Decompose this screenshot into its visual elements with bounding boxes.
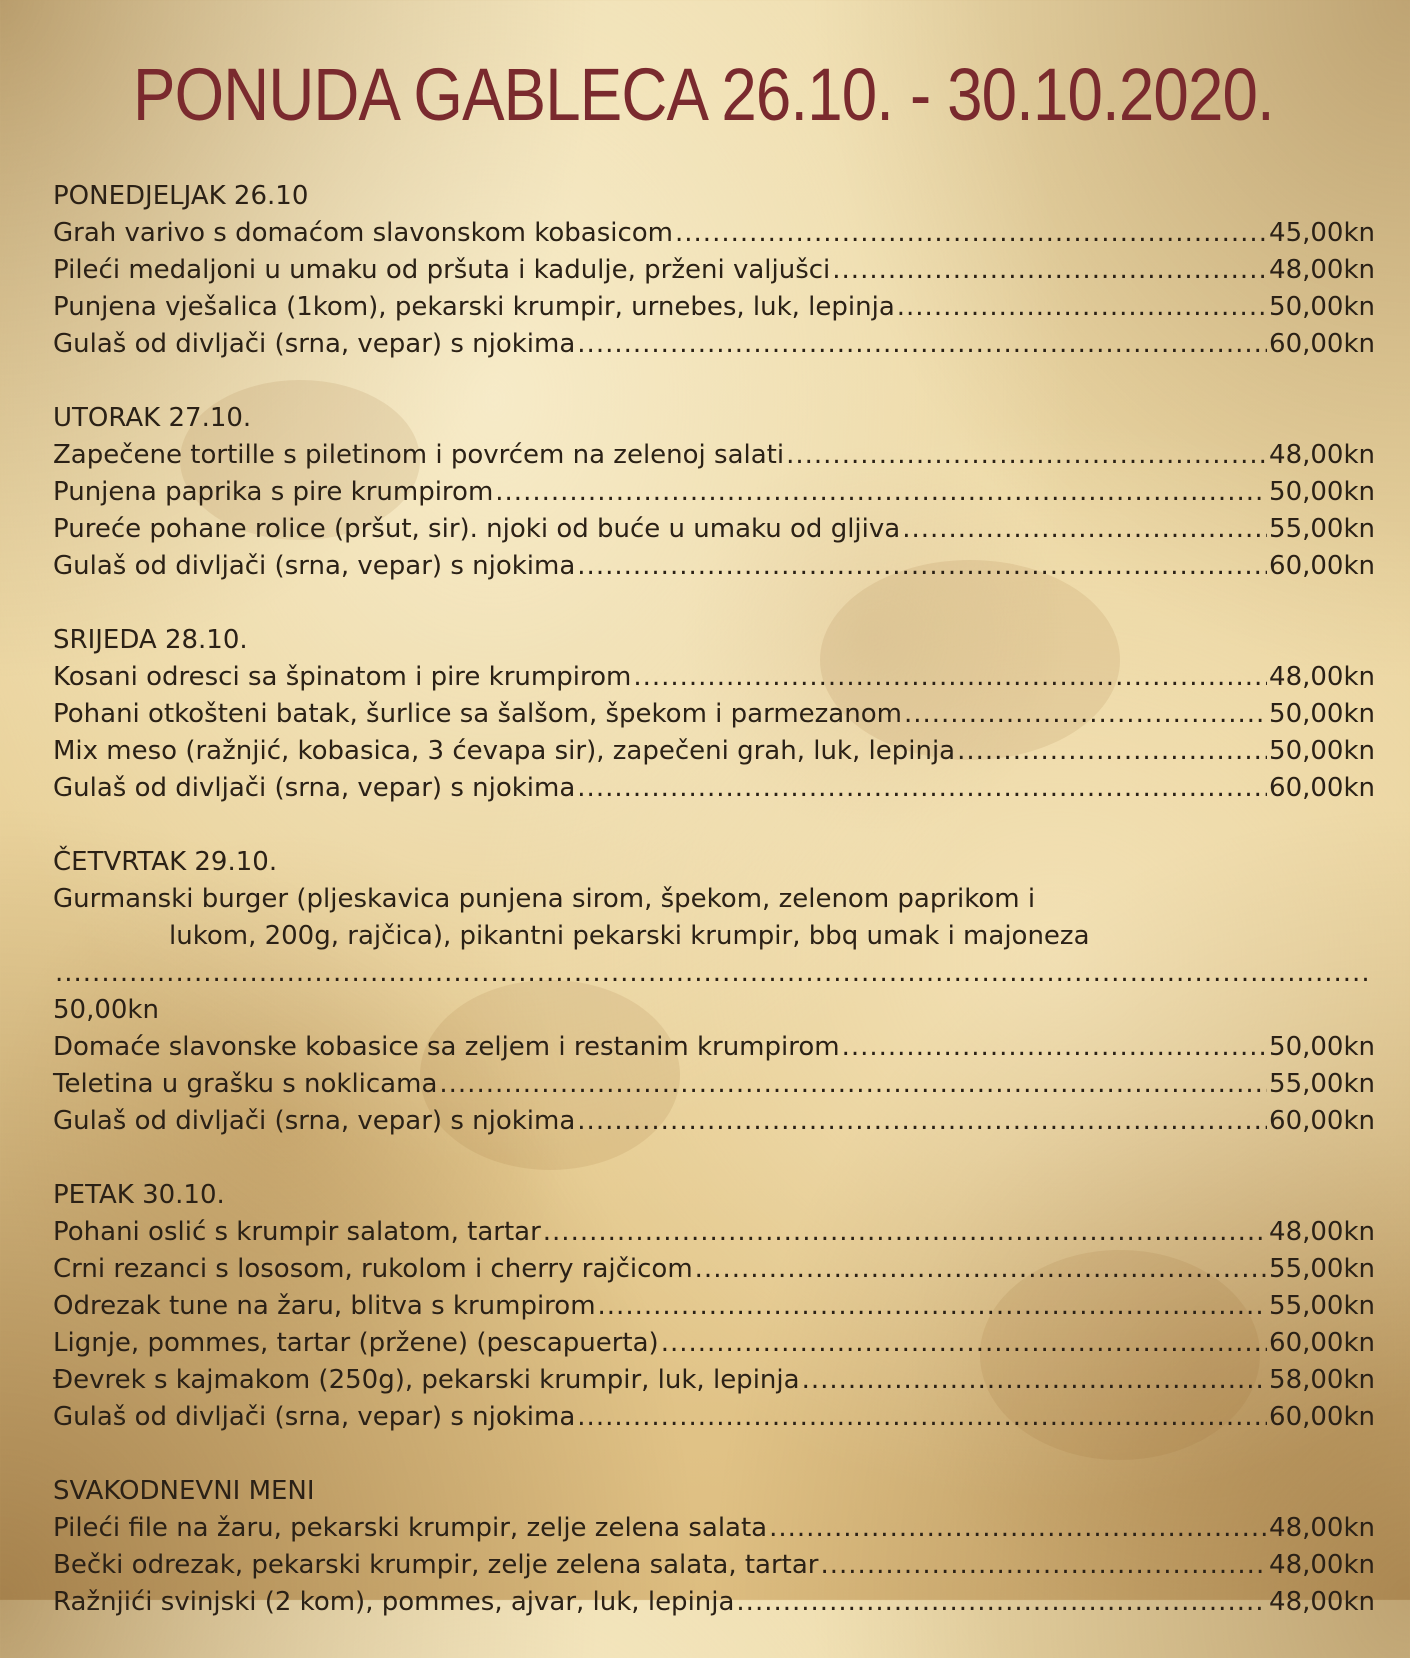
dish-price: 50,00kn <box>1269 699 1375 729</box>
menu-item <box>53 289 1375 326</box>
menu-item <box>53 215 1375 252</box>
dish-name: Đevrek s kajmakom (250g), pekarski krumpir, luk, lepinja <box>53 1365 800 1395</box>
section-heading: SVAKODNEVNI MENI <box>53 1476 315 1506</box>
dish-price: 48,00kn <box>1269 662 1375 692</box>
section-heading: ČETVRTAK 29.10. <box>53 847 278 877</box>
dish-price: 60,00kn <box>1269 773 1375 803</box>
menu-item <box>53 696 1375 733</box>
day-section-tuesday <box>53 400 1375 585</box>
dot-leader <box>769 1510 1267 1547</box>
dish-price: 48,00kn <box>1269 1217 1375 1247</box>
day-section-friday <box>53 1177 1375 1436</box>
dish-price: 60,00kn <box>1269 329 1375 359</box>
dot-leader <box>543 1214 1267 1251</box>
menu-item <box>53 1584 1375 1621</box>
dot-leader <box>802 1362 1267 1399</box>
dish-name: Gulaš od divljači (srna, vepar) s njokima <box>53 773 576 803</box>
dot-leader <box>577 548 1267 585</box>
dish-price: 48,00kn <box>1269 440 1375 470</box>
page-title: PONUDA GABLECA 26.10. - 30.10.2020. <box>133 53 1274 136</box>
menu-item <box>53 548 1375 585</box>
dish-name: Bečki odrezak, pekarski krumpir, zelje zelena salata, tartar <box>53 1550 819 1580</box>
menu-item <box>53 326 1375 363</box>
dish-name: Ražnjići svinjski (2 kom), pommes, ajvar, luk, lepinja <box>53 1587 735 1617</box>
dish-name-line1: Gurmanski burger (pljeskavica punjena sirom, špekom, zelenom paprikom i <box>53 884 1036 914</box>
section-heading: SRIJEDA 28.10. <box>53 625 248 655</box>
menu-list <box>53 178 1375 1658</box>
menu-item <box>53 437 1375 474</box>
menu-item <box>53 1251 1375 1288</box>
dish-name: Pileći file na žaru, pekarski krumpir, zelje zelena salata <box>53 1513 768 1543</box>
menu-item <box>53 1029 1375 1066</box>
dish-price: 50,00kn <box>53 995 159 1025</box>
menu-item <box>53 659 1375 696</box>
menu-item <box>53 1214 1375 1251</box>
dish-price: 55,00kn <box>1269 1254 1375 1284</box>
dish-name: Punjena paprika s pire krumpirom <box>53 477 494 507</box>
menu-item <box>53 770 1375 807</box>
dot-leader <box>598 1288 1268 1325</box>
dot-leader <box>842 1029 1267 1066</box>
dish-price: 55,00kn <box>1269 1291 1375 1321</box>
menu-item <box>53 1325 1375 1362</box>
dot-leader <box>55 955 1373 992</box>
dot-leader <box>661 1325 1267 1362</box>
dish-name: Pileći medaljoni u umaku od pršuta i kadulje, prženi valjušci <box>53 255 831 285</box>
menu-item <box>53 1510 1375 1547</box>
menu-item <box>53 1066 1375 1103</box>
dish-name-line2: lukom, 200g, rajčica), pikantni pekarski krumpir, bbq umak i majoneza <box>169 921 1090 951</box>
dish-price: 60,00kn <box>1269 551 1375 581</box>
dish-price: 50,00kn <box>1269 736 1375 766</box>
section-heading: UTORAK 27.10. <box>53 403 252 433</box>
menu-item <box>53 474 1375 511</box>
day-section-thursday <box>53 844 1375 1140</box>
dish-price: 50,00kn <box>1269 292 1375 322</box>
section-heading: PONEDJELJAK 26.10 <box>53 181 309 211</box>
dish-name: Odrezak tune na žaru, blitva s krumpirom <box>53 1291 596 1321</box>
day-section-wednesday <box>53 622 1375 807</box>
dish-price: 58,00kn <box>1269 1365 1375 1395</box>
dot-leader <box>832 252 1267 289</box>
dish-name: Gulaš od divljači (srna, vepar) s njokima <box>53 329 576 359</box>
dish-price: 48,00kn <box>1269 1587 1375 1617</box>
menu-item <box>53 1288 1375 1325</box>
dot-leader <box>675 215 1267 252</box>
dish-name: Lignje, pommes, tartar (pržene) (pescapuerta) <box>53 1328 659 1358</box>
dot-leader <box>577 1399 1267 1436</box>
dish-name: Pohani otkošteni batak, šurlice sa šalšom, špekom i parmezanom <box>53 699 902 729</box>
menu-item <box>53 1399 1375 1436</box>
section-heading: PETAK 30.10. <box>53 1180 225 1210</box>
dot-leader <box>902 511 1267 548</box>
dish-price: 50,00kn <box>1269 1032 1375 1062</box>
dish-price: 60,00kn <box>1269 1328 1375 1358</box>
dot-leader <box>786 437 1267 474</box>
dish-price: 48,00kn <box>1269 1513 1375 1543</box>
dish-name: Kosani odresci sa špinatom i pire krumpirom <box>53 662 632 692</box>
dish-price: 48,00kn <box>1269 255 1375 285</box>
dish-price: 55,00kn <box>1269 514 1375 544</box>
menu-item <box>53 1547 1375 1584</box>
dot-leader <box>904 696 1267 733</box>
menu-item-multiline <box>53 881 1375 1029</box>
dish-name: Pureće pohane rolice (pršut, sir). njoki od buće u umaku od gljiva <box>53 514 901 544</box>
dish-name: Punjena vješalica (1kom), pekarski krumpir, urnebes, luk, lepinja <box>53 292 895 322</box>
dish-name: Grah varivo s domaćom slavonskom kobasicom <box>53 218 674 248</box>
dot-leader <box>577 1103 1267 1140</box>
dot-leader <box>577 326 1267 363</box>
dish-name: Gulaš od divljači (srna, vepar) s njokima <box>53 1402 576 1432</box>
dot-leader <box>495 474 1267 511</box>
dish-name: Crni rezanci s lososom, rukolom i cherry rajčicom <box>53 1254 693 1284</box>
day-section-monday <box>53 178 1375 363</box>
dish-price: 45,00kn <box>1269 218 1375 248</box>
dot-leader <box>897 289 1267 326</box>
dish-price: 48,00kn <box>1269 1550 1375 1580</box>
dot-leader <box>736 1584 1267 1621</box>
menu-item <box>53 252 1375 289</box>
menu-item <box>53 1103 1375 1140</box>
dot-leader <box>695 1251 1267 1288</box>
menu-item <box>53 1362 1375 1399</box>
dish-name: Gulaš od divljači (srna, vepar) s njokima <box>53 1106 576 1136</box>
dish-name: Pohani oslić s krumpir salatom, tartar <box>53 1217 541 1247</box>
dish-price: 50,00kn <box>1269 477 1375 507</box>
menu-item <box>53 733 1375 770</box>
dish-name: Mix meso (ražnjić, kobasica, 3 ćevapa sir), zapečeni grah, luk, lepinja <box>53 736 956 766</box>
dish-name: Teletina u grašku s noklicama <box>53 1069 438 1099</box>
dot-leader <box>439 1066 1267 1103</box>
menu-item <box>53 511 1375 548</box>
dot-leader <box>633 659 1267 696</box>
dish-name: Zapečene tortille s piletinom i povrćem na zelenoj salati <box>53 440 785 470</box>
dish-price: 55,00kn <box>1269 1069 1375 1099</box>
dot-leader <box>957 733 1267 770</box>
dot-leader <box>577 770 1267 807</box>
dish-price: 60,00kn <box>1269 1402 1375 1432</box>
dish-name: Domaće slavonske kobasice sa zeljem i restanim krumpirom <box>53 1032 840 1062</box>
dish-price: 60,00kn <box>1269 1106 1375 1136</box>
dish-name: Gulaš od divljači (srna, vepar) s njokima <box>53 551 576 581</box>
dot-leader <box>821 1547 1268 1584</box>
daily-menu-section <box>53 1473 1375 1621</box>
